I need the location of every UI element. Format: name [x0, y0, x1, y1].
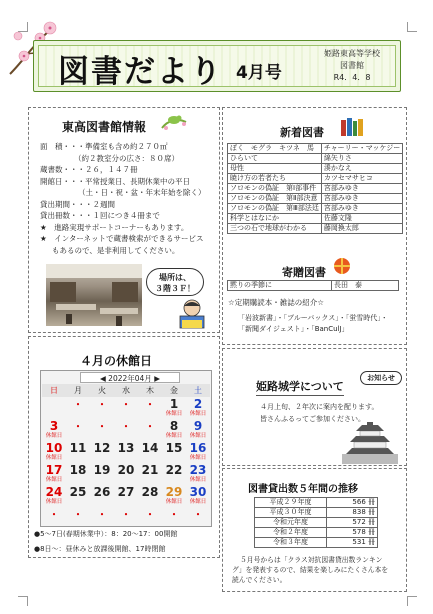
calendar-day — [114, 397, 138, 419]
calendar-day-number: 24 — [45, 485, 63, 499]
book-title-cell: 科学とはなにか — [228, 214, 322, 224]
table-row — [255, 538, 378, 548]
calendar-day — [90, 463, 114, 485]
calendar-day — [66, 507, 90, 529]
info-line: ★ インターネットで蔵書検索ができるサービス — [40, 234, 204, 243]
calendar-day-number: 16 — [189, 441, 207, 455]
calendar-week-row — [42, 397, 210, 419]
calendar-day — [138, 507, 162, 529]
calendar-dot: ・ — [121, 400, 131, 411]
calendar-day — [162, 397, 186, 419]
calendar-day — [42, 397, 66, 419]
fiscal-year-cell: 令和２年度 — [255, 528, 327, 538]
calendar-day — [138, 485, 162, 507]
calendar-day — [138, 419, 162, 441]
calendar-dot: ・ — [145, 510, 155, 521]
table-row — [228, 174, 403, 184]
info-line: 貸出期間・・・２週間 — [40, 199, 115, 209]
calendar-grid — [42, 384, 210, 529]
calendar-day-number: 25 — [69, 485, 87, 499]
book-title-cell: 暁け方の若者たち — [228, 174, 322, 184]
calendar-week-row — [42, 485, 210, 507]
calendar-day — [66, 419, 90, 441]
calendar-day-number: 11 — [69, 441, 87, 455]
calendar-day-number: 21 — [141, 463, 159, 477]
table-row — [228, 144, 403, 154]
table-row — [228, 224, 403, 234]
holiday-label: 休館日 — [189, 499, 207, 505]
info-line: ★ 進路実現サポートコーナーもあります。 — [40, 222, 189, 232]
calendar-day — [186, 463, 210, 485]
calendar-note: ●8日〜：昼休みと放課後開館、17時閉館 — [34, 545, 166, 553]
calendar-day-number: 9 — [193, 419, 203, 433]
location-bubble — [146, 268, 204, 296]
calendar-day-number: 19 — [93, 463, 111, 477]
library-name: 図書館 — [340, 61, 364, 70]
loans-note-line: グ」を発表するので、結果を楽しみにたくさん本を — [232, 566, 389, 574]
calendar-day — [90, 485, 114, 507]
calendar-week-row — [42, 419, 210, 441]
issue-label: 4月号 — [236, 63, 282, 83]
calendar-dot: ・ — [97, 510, 107, 521]
location-label: 場所は、 — [159, 273, 191, 282]
calendar-day-number: 22 — [165, 463, 183, 477]
calendar-day — [186, 419, 210, 441]
holiday-label: 休館日 — [45, 499, 63, 505]
fiscal-year-cell: 平成２９年度 — [255, 498, 327, 508]
calendar-dot: ・ — [97, 400, 107, 411]
holiday-label: 休館日 — [189, 411, 207, 417]
table-row — [255, 498, 378, 508]
calendar-dot: ・ — [193, 510, 203, 521]
calendar-day — [42, 507, 66, 529]
loans-title: 図書貸出数５年間の推移 — [248, 484, 358, 495]
holiday-label: 休館日 — [45, 455, 63, 461]
calendar-day-number: 30 — [189, 485, 207, 499]
loan-count-cell: 838 冊 — [327, 508, 378, 518]
calendar-week-row — [42, 507, 210, 529]
table-row — [228, 164, 403, 174]
calendar-day — [66, 485, 90, 507]
calendar-day-number: 15 — [165, 441, 183, 455]
castle-notice-line: ４月上旬、２年次に案内を配ります。 — [260, 403, 379, 411]
bird-icon — [160, 110, 190, 134]
calendar-day — [114, 463, 138, 485]
calendar-day — [42, 419, 66, 441]
weekday-label: 土 — [194, 386, 202, 395]
weekday-label: 月 — [74, 386, 82, 395]
calendar-day — [162, 419, 186, 441]
calendar-weekday-row — [42, 384, 210, 397]
book-title-cell: ぼく モグラ キツネ 馬 — [228, 144, 322, 154]
next-month-icon[interactable]: ▶ — [151, 374, 160, 383]
calendar-day-number: 2 — [193, 397, 203, 411]
info-line: もあるので、是非利用してください。 — [52, 245, 180, 255]
holiday-label: 休館日 — [165, 433, 183, 439]
calendar-day — [114, 507, 138, 529]
calendar-month-bar — [80, 372, 180, 383]
info-line: （土・日・祝・盆・年末年始を除く） — [78, 188, 206, 197]
himeji-castle-icon — [338, 422, 402, 464]
calendar-day — [66, 397, 90, 419]
library-info-text — [40, 141, 216, 256]
calendar-day — [186, 397, 210, 419]
table-row — [255, 518, 378, 528]
table-row — [228, 214, 403, 224]
calendar-day — [114, 419, 138, 441]
info-line: 貸出冊数・・・１回につき４冊まで — [40, 211, 160, 220]
calendar-day — [114, 441, 138, 463]
donated-books-table — [227, 280, 399, 291]
loan-count-cell: 572 冊 — [327, 518, 378, 528]
fiscal-year-cell: 平成３０年度 — [255, 508, 327, 518]
calendar-day-number: 27 — [117, 485, 135, 499]
loans-note-line: ５月号からは「クラス対抗図書貸出数ランキン — [240, 556, 383, 564]
calendar-day-number: 29 — [165, 485, 183, 499]
calendar-day — [42, 441, 66, 463]
donated-books-title: 寄贈図書 — [282, 266, 326, 279]
calendar-dot: ・ — [121, 422, 131, 433]
issue-date: R4．4．8 — [333, 73, 371, 82]
calendar-day — [90, 507, 114, 529]
table-row — [255, 508, 378, 518]
table-row — [228, 204, 403, 214]
book-author-cell: 長田 泰 — [332, 281, 399, 291]
holiday-label: 休館日 — [189, 455, 207, 461]
holiday-label: 休館日 — [45, 477, 63, 483]
calendar-dot: ・ — [97, 422, 107, 433]
calendar-day-number: 10 — [45, 441, 63, 455]
book-title-cell: ソロモンの偽証 第Ⅰ部事件 — [228, 184, 322, 194]
calendar-dot: ・ — [73, 400, 83, 411]
calendar-day-number: 18 — [69, 463, 87, 477]
loan-count-cell: 578 冊 — [327, 528, 378, 538]
calendar-week-row — [42, 441, 210, 463]
calendar-note: ●5〜7日(春期休業中）：8：20〜17：00開館 — [34, 530, 178, 538]
school-info — [312, 48, 392, 86]
calendar-day — [114, 485, 138, 507]
notice-badge: お知らせ — [360, 371, 402, 385]
loan-count-cell: 531 冊 — [327, 538, 378, 548]
calendar-day — [138, 463, 162, 485]
weekday-label: 火 — [98, 386, 106, 395]
loans-note — [232, 555, 404, 585]
calendar-title: ４月の休館日 — [80, 354, 153, 368]
books-icon — [340, 118, 364, 136]
calendar-dot: ・ — [73, 422, 83, 433]
periodicals-heading: ☆定期購読本・雑誌の紹介☆ — [228, 298, 324, 307]
loan-count-cell: 566 冊 — [327, 498, 378, 508]
calendar-day — [138, 441, 162, 463]
castle-notice-line: 皆さんふるってご参加ください。 — [260, 415, 365, 423]
book-author-cell: 宮部みゆき — [321, 184, 402, 194]
calendar-month-label: 2022年04月 — [108, 374, 152, 383]
prev-month-icon[interactable]: ◀ — [100, 374, 109, 383]
weekday-label: 木 — [146, 386, 154, 395]
gift-icon — [332, 256, 352, 274]
calendar-week-row — [42, 463, 210, 485]
calendar-day — [186, 507, 210, 529]
page-title: 図書だより — [58, 54, 223, 90]
fiscal-year-cell: 令和３年度 — [255, 538, 327, 548]
calendar-day-number: 20 — [117, 463, 135, 477]
calendar-dot: ・ — [121, 510, 131, 521]
holiday-label: 休館日 — [165, 499, 183, 505]
calendar-day-number: 13 — [117, 441, 135, 455]
crop-mark-bottom-left — [18, 596, 28, 606]
calendar-day — [90, 441, 114, 463]
periodicals-line: 「新聞ダイジェスト」・「BanCulJ」 — [238, 325, 349, 333]
book-title-cell: ひらいて — [228, 154, 322, 164]
calendar-day-number: 17 — [45, 463, 63, 477]
info-line: 開館日・・・平常授業日、長期休業中の平日 — [40, 176, 190, 186]
library-info-title: 東高図書館情報 — [62, 120, 147, 134]
calendar-day-number: 1 — [169, 397, 179, 411]
calendar-day — [186, 485, 210, 507]
holiday-label: 休館日 — [45, 433, 63, 439]
castle-notice-title: 姫路城学について — [256, 378, 344, 396]
loans-table — [254, 497, 378, 548]
calendar-dot: ・ — [145, 422, 155, 433]
holiday-label: 休館日 — [189, 433, 207, 439]
calendar-day — [162, 507, 186, 529]
calendar-day-number: 14 — [141, 441, 159, 455]
table-row — [255, 528, 378, 538]
book-title-cell: ソロモンの偽証 第Ⅱ部決意 — [228, 194, 322, 204]
calendar-day — [162, 441, 186, 463]
school-name: 姫路東高等学校 — [324, 49, 380, 58]
book-author-cell: カツセマサヒコ — [321, 174, 402, 184]
calendar-day-number: 12 — [93, 441, 111, 455]
holiday-label: 休館日 — [189, 477, 207, 483]
calendar-day — [66, 441, 90, 463]
reading-child-icon — [174, 298, 210, 332]
calendar-day-number: 8 — [169, 419, 179, 433]
calendar-day — [42, 485, 66, 507]
calendar-day — [90, 419, 114, 441]
book-title-cell: 母性 — [228, 164, 322, 174]
calendar-dot: ・ — [73, 510, 83, 521]
table-row — [228, 194, 403, 204]
calendar-day — [162, 485, 186, 507]
loans-note-line: 読んでください。 — [232, 576, 287, 584]
book-author-cell: 綿矢りさ — [321, 154, 402, 164]
location-floor: ３階３Ｆ！ — [155, 284, 195, 293]
calendar-day — [138, 397, 162, 419]
book-title-cell: 三つの石で地球がわかる — [228, 224, 322, 234]
fiscal-year-cell: 令和元年度 — [255, 518, 327, 528]
book-author-cell: 藤岡換太郎 — [321, 224, 402, 234]
calendar-dot: ・ — [169, 510, 179, 521]
table-row — [228, 154, 403, 164]
book-author-cell: 湊かなえ — [321, 164, 402, 174]
calendar-day-number: 28 — [141, 485, 159, 499]
book-title-cell: 黙りの季節に — [228, 281, 332, 291]
table-row — [228, 184, 403, 194]
calendar-day — [42, 463, 66, 485]
crop-mark-bottom-right — [407, 596, 417, 606]
weekday-label: 金 — [170, 386, 178, 395]
new-books-title: 新着図書 — [280, 126, 324, 139]
book-author-cell: チャーリー・マッケジー — [321, 144, 402, 154]
info-line: 面 積・・・準備室も含め約２７０㎡ — [40, 142, 168, 151]
calendar-day — [162, 463, 186, 485]
calendar-dot: ・ — [145, 400, 155, 411]
book-author-cell: 宮部みゆき — [321, 204, 402, 214]
calendar-day — [186, 441, 210, 463]
calendar-day-number: 3 — [49, 419, 59, 433]
calendar-day-number: 23 — [189, 463, 207, 477]
calendar-day-number: 26 — [93, 485, 111, 499]
book-author-cell: 佐藤文隆 — [321, 214, 402, 224]
weekday-label: 水 — [122, 386, 130, 395]
periodicals-line: 「岩波新書」・「ブルーバックス」・「蛍雪時代」・ — [238, 314, 388, 322]
library-photo — [46, 264, 142, 326]
book-author-cell: 宮部みゆき — [321, 194, 402, 204]
info-line: （約２教室分の広さ：８０席） — [74, 153, 179, 163]
holiday-label: 休館日 — [165, 411, 183, 417]
calendar-day — [66, 463, 90, 485]
table-row — [228, 281, 399, 291]
crop-mark-top-right — [407, 22, 417, 32]
calendar-dot: ・ — [49, 510, 59, 521]
calendar-day — [90, 397, 114, 419]
weekday-label: 日 — [50, 386, 58, 395]
new-books-table — [227, 143, 403, 234]
book-title-cell: ソロモンの偽証 第Ⅲ部法廷 — [228, 204, 322, 214]
info-line: 蔵書数・・・２６，１４７冊 — [40, 165, 138, 174]
